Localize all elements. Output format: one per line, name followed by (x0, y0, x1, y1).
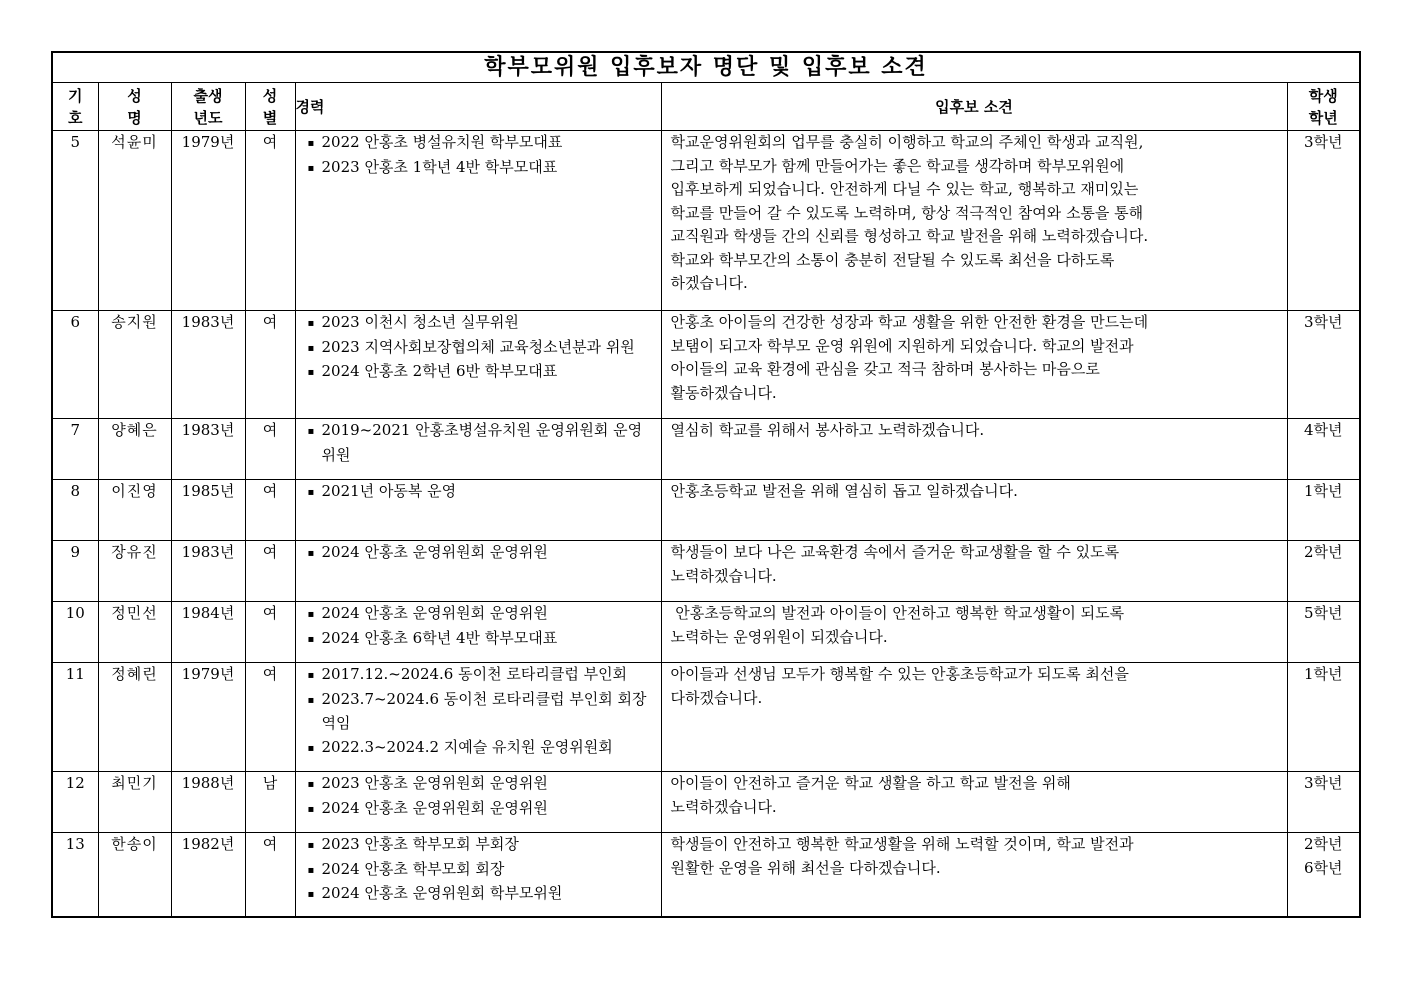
candidate-table (51, 51, 1361, 918)
statement-line: 입후보하게 되었습니다. 안전하게 다닐 수 있는 학교, 행복하고 재미있는 (670, 180, 1139, 198)
candidate-child-grade (1287, 541, 1360, 602)
candidate-number: 9 (52, 541, 98, 602)
statement-line: 아이들이 안전하고 즐거운 학교 생활을 하고 학교 발전을 위해 (670, 774, 1071, 792)
statement-line: 학교를 만들어 갈 수 있도록 노력하며, 항상 적극적인 참여와 소통을 통해 (670, 203, 1144, 222)
candidate-career (295, 602, 661, 663)
candidate-child-grade (1287, 311, 1360, 419)
candidate-statement (661, 541, 1287, 602)
header-no: 기 호 (52, 83, 98, 131)
header-career: 경력 (295, 83, 661, 131)
candidate-career (295, 311, 661, 419)
candidate-birth-year: 1982년 (171, 833, 245, 917)
statement-line: 노력하는 운영위원이 되겠습니다. (670, 627, 888, 646)
candidate-career (295, 663, 661, 772)
candidate-statement (661, 833, 1287, 917)
candidate-row (52, 480, 1360, 541)
candidate-name: 한송이 (98, 833, 171, 917)
candidate-rows (52, 131, 1360, 917)
statement-line: 노력하겠습니다. (670, 797, 777, 816)
career-item: ▪ 2023 이천시 청소년 실무위원 (308, 311, 655, 336)
statement-line: 학생들이 보다 나은 교육환경 속에서 즐거운 학교생활을 할 수 있도록 (670, 543, 1120, 561)
candidate-sex: 여 (245, 541, 295, 602)
statement-line: 안홍초 아이들의 건강한 성장과 학교 생활을 위한 안전한 환경을 만드는데 (670, 313, 1149, 331)
candidate-sex: 여 (245, 602, 295, 663)
candidate-birth-year: 1983년 (171, 419, 245, 480)
career-item: ▪ 2019~2021 안홍초병설유치원 운영위원회 운영위원 (308, 419, 655, 467)
career-item: ▪ 2023 안홍초 1학년 4반 학부모대표 (308, 156, 655, 181)
candidate-row (52, 833, 1360, 917)
candidate-row (52, 311, 1360, 419)
career-item: ▪ 2023.7~2024.6 동이천 로타리클럽 부인회 회장 역임 (308, 688, 655, 736)
grade-value: 4학년 (1303, 421, 1343, 439)
career-item: ▪ 2024 안홍초 2학년 6반 학부모대표 (308, 360, 655, 385)
career-item: ▪ 2017.12.~2024.6 동이천 로타리클럽 부인회 (308, 663, 655, 688)
statement-line: 교직원과 학생들 간의 신뢰를 형성하고 학교 발전을 위해 노력하겠습니다. (670, 227, 1149, 245)
candidate-child-grade (1287, 602, 1360, 663)
career-item: ▪ 2024 안홍초 운영위원회 학부모위원 (308, 882, 655, 907)
candidate-career (295, 419, 661, 480)
career-item: ▪ 2024 안홍초 운영위원회 운영위원 (308, 797, 655, 822)
statement-line: 보탬이 되고자 학부모 운영 위원에 지원하게 되었습니다. 학교의 발전과 (670, 336, 1134, 355)
candidate-career (295, 772, 661, 833)
candidate-number: 8 (52, 480, 98, 541)
candidate-statement (661, 480, 1287, 541)
candidate-number: 12 (52, 772, 98, 833)
candidate-row (52, 419, 1360, 480)
candidate-child-grade (1287, 419, 1360, 480)
header-reason: 입후보 소견 (661, 83, 1287, 131)
career-item: ▪ 2021년 아동복 운영 (308, 480, 655, 505)
grade-value: 5학년 (1303, 604, 1343, 622)
header-grade: 학생 학년 (1287, 83, 1360, 131)
candidate-sex: 여 (245, 311, 295, 419)
candidate-statement (661, 131, 1287, 311)
career-item: ▪ 2023 지역사회보장협의체 교육청소년분과 위원 (308, 336, 655, 361)
candidate-birth-year: 1988년 (171, 772, 245, 833)
candidate-name: 정혜린 (98, 663, 171, 772)
career-item: ▪ 2022 안홍초 병설유치원 학부모대표 (308, 131, 655, 156)
candidate-name: 장유진 (98, 541, 171, 602)
candidate-statement (661, 419, 1287, 480)
candidate-number: 5 (52, 131, 98, 311)
statement-line: 하겠습니다. (670, 274, 748, 292)
candidate-birth-year: 1983년 (171, 311, 245, 419)
career-item: ▪ 2023 안홍초 운영위원회 운영위원 (308, 772, 655, 797)
candidate-number: 13 (52, 833, 98, 917)
career-item: ▪ 2022.3~2024.2 지예슬 유치원 운영위원회 (308, 736, 655, 761)
career-item: ▪ 2024 안홍초 6학년 4반 학부모대표 (308, 627, 655, 652)
candidate-child-grade (1287, 480, 1360, 541)
header-sex: 성 별 (245, 83, 295, 131)
statement-line: 아이들과 선생님 모두가 행복할 수 있는 안홍초등학교가 되도록 최선을 (670, 665, 1129, 683)
candidate-row (52, 541, 1360, 602)
statement-line: 아이들의 교육 환경에 관심을 갖고 적극 참하며 봉사하는 마음으로 (670, 360, 1100, 378)
candidate-number: 7 (52, 419, 98, 480)
candidate-birth-year: 1979년 (171, 131, 245, 311)
candidate-row (52, 602, 1360, 663)
candidate-row (52, 131, 1360, 311)
candidate-statement (661, 772, 1287, 833)
candidate-career (295, 833, 661, 917)
candidate-sex: 여 (245, 663, 295, 772)
candidate-name: 정민선 (98, 602, 171, 663)
candidate-child-grade (1287, 663, 1360, 772)
candidate-number: 6 (52, 311, 98, 419)
statement-line: 원활한 운영을 위해 최선을 다하겠습니다. (670, 858, 941, 877)
grade-value: 3학년 (1303, 313, 1343, 331)
candidate-statement (661, 311, 1287, 419)
candidate-name: 최민기 (98, 772, 171, 833)
candidate-number: 11 (52, 663, 98, 772)
grade-value: 1학년 (1303, 482, 1343, 500)
statement-line: 노력하겠습니다. (670, 566, 777, 585)
grade-value: 2학년 (1303, 835, 1343, 853)
candidate-name: 양혜은 (98, 419, 171, 480)
grade-value: 3학년 (1303, 133, 1343, 151)
statement-line: 열심히 학교를 위해서 봉사하고 노력하겠습니다. (670, 421, 985, 439)
candidate-row (52, 772, 1360, 833)
statement-line: 안홍초등학교 발전을 위해 열심히 돕고 일하겠습니다. (670, 482, 1018, 500)
candidate-row (52, 663, 1360, 772)
header-row (52, 83, 1360, 131)
career-item: ▪ 2024 안홍초 운영위원회 운영위원 (308, 602, 655, 627)
grade-value: 2학년 (1303, 543, 1343, 561)
candidate-child-grade (1287, 772, 1360, 833)
candidate-name: 석윤미 (98, 131, 171, 311)
candidate-career (295, 131, 661, 311)
candidate-sex: 여 (245, 419, 295, 480)
career-item: ▪ 2023 안홍초 학부모회 부회장 (308, 833, 655, 858)
statement-line: 그리고 학부모가 함께 만들어가는 좋은 학교를 생각하며 학부모위원에 (670, 156, 1125, 175)
header-birth-year: 출생 년도 (171, 83, 245, 131)
candidate-birth-year: 1985년 (171, 480, 245, 541)
candidate-child-grade (1287, 131, 1360, 311)
candidate-sex: 남 (245, 772, 295, 833)
career-item: ▪ 2024 안홍초 운영위원회 운영위원 (308, 541, 655, 566)
candidate-sex: 여 (245, 131, 295, 311)
header-name: 성 명 (98, 83, 171, 131)
statement-line: 학교운영위원회의 업무를 충실히 이행하고 학교의 주체인 학생과 교직원, (670, 133, 1144, 151)
candidate-birth-year: 1983년 (171, 541, 245, 602)
candidate-statement (661, 602, 1287, 663)
candidate-number: 10 (52, 602, 98, 663)
candidate-career (295, 541, 661, 602)
page-title: 학부모위원 입후보자 명단 및 입후보 소견 (52, 52, 1360, 83)
statement-line: 안홍초등학교의 발전과 아이들이 안전하고 행복한 학교생활이 되도록 (670, 604, 1125, 622)
grade-value: 3학년 (1303, 774, 1343, 792)
statement-line: 학생들이 안전하고 행복한 학교생활을 위해 노력할 것이며, 학교 발전과 (670, 835, 1134, 853)
candidate-birth-year: 1979년 (171, 663, 245, 772)
statement-line: 활동하겠습니다. (670, 383, 777, 402)
candidate-sex: 여 (245, 833, 295, 917)
career-item: ▪ 2024 안홍초 학부모회 회장 (308, 858, 655, 883)
candidate-name: 이진영 (98, 480, 171, 541)
grade-value: 6학년 (1303, 858, 1343, 877)
candidate-sex: 여 (245, 480, 295, 541)
candidate-child-grade (1287, 833, 1360, 917)
statement-line: 학교와 학부모간의 소통이 충분히 전달될 수 있도록 최선을 다하도록 (670, 250, 1115, 269)
statement-line: 다하겠습니다. (670, 688, 763, 707)
grade-value: 1학년 (1303, 665, 1343, 683)
candidate-career (295, 480, 661, 541)
candidate-statement (661, 663, 1287, 772)
candidate-name: 송지원 (98, 311, 171, 419)
candidate-birth-year: 1984년 (171, 602, 245, 663)
